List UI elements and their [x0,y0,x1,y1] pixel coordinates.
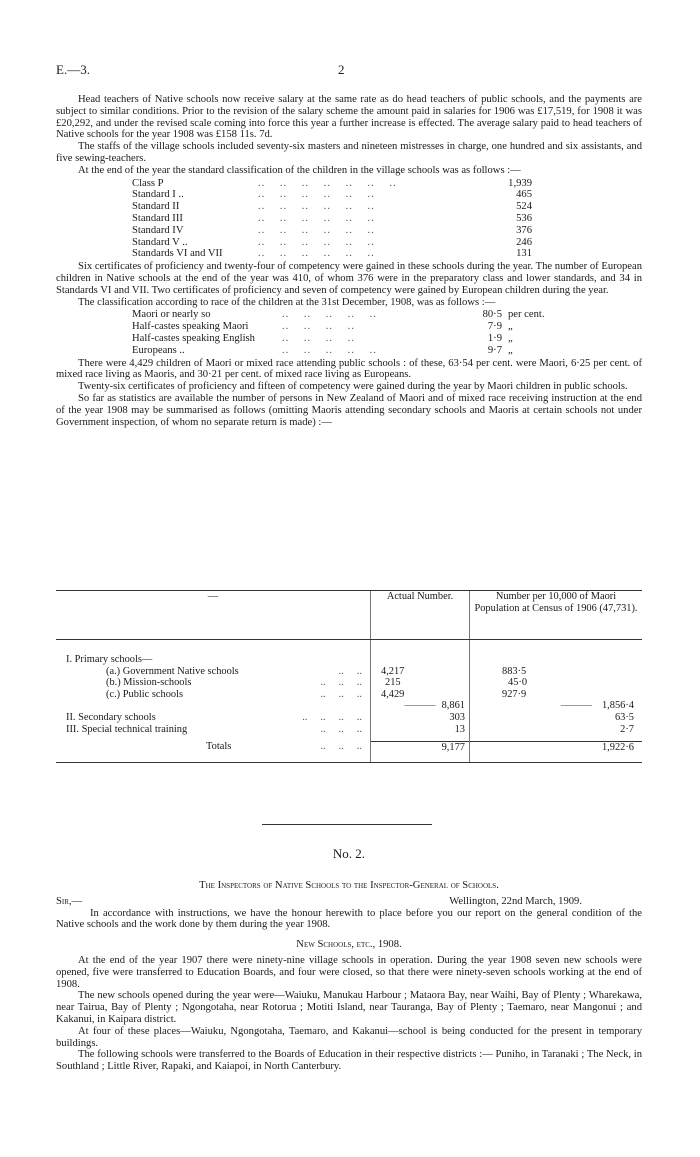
inspectors-letter [56,880,642,1073]
table-row: (a.) Government Native schools .. .. 4,217 883·5 [56,666,642,678]
paragraph-race-intro: The classification according to race of the children at the 31st December, 1908, was as follows :— [78,296,496,308]
column-header-blank: — [56,591,371,640]
race-classification-list [132,309,582,356]
list-item: Standard I .. .. .. .. .. .. .. 465 [132,189,532,201]
standard-classification-list [132,178,532,261]
paragraph-staffs: The staffs of the village schools included seventy-six masters and nineteen mistresses in charge, one hundred and six assistants, and five sewing-teachers. [56,141,642,164]
column-header-actual: Actual Number. [371,591,470,640]
column-header-per-10000: Number per 10,000 of Maori Population at Census of 1906 (47,731). [470,591,643,640]
paragraph-temporary-buildings: At four of these places—Waiuku, Ngongotaha, Taemaro, and Kakanui—school is being conducted for the present in temporary buildings. [56,1025,642,1049]
list-item: Half-castes speaking English .. .. .. .. 1·9 „ [132,332,513,344]
table-row: (b.) Mission-schools .. .. .. 215 45·0 [56,677,642,689]
table-row: I. Primary schools— [56,654,642,666]
list-item: Half-castes speaking Maori .. .. .. .. 7·9 „ [132,321,513,333]
page-number: 2 [338,62,345,77]
paragraph-certificates: Six certificates of proficiency and twenty-four of competency were gained in these schools during the year. The number of European children in Native schools at the end of the year was 410, of whom 376 were in the preparatory class and lower standards, and 34 in Standards VI and VII. Two certificates of proficiency and seven of competency were gained by European children during the year. [56,261,642,296]
list-item: Europeans .. .. .. .. .. .. 9·7 „ [132,344,513,356]
section-divider [262,824,432,825]
list-item: Standard V .. .. .. .. .. .. .. 246 [132,236,532,248]
list-item: Standards VI and VII .. .. .. .. .. .. 131 [132,248,532,260]
paragraph-salaries: Head teachers of Native schools now receive salary at the same rate as do head teachers of public schools, and the payments are subject to similar conditions. Prior to the revision of the salary scheme the amount paid in salaries for 1906 was £17,519, for 1908 it was £20,292, and under the revised scale coming into force this year a further increase is effected. The average salary paid to head teachers of Native schools for the year 1908 was £158 11s. 7d. [56,94,642,141]
list-item: Standard III .. .. .. .. .. .. 536 [132,212,532,224]
table-row: II. Secondary schools .. .. .. .. 303 63·5 [56,712,642,724]
paragraph-public-certificates: Twenty-six certificates of proficiency and fifteen of competency were gained during the year by Maori children in public schools. [78,381,628,393]
report-body [56,94,642,428]
letter-title: The Inspectors of Native Schools to the Inspector-General of Schools. [199,880,499,891]
paragraph-transferred-schools: The following schools were transferred to the Boards of Education in their respective districts :— Puniho, in Taranaki ; The Neck, in Southland ; Little River, Rapaki, and Kaiapoi, in North Canterbury. [56,1049,642,1073]
paragraph-new-schools: The new schools opened during the year were—Waiuku, Manukau Harbour ; Mataora Bay, near Waihi, Bay of Plenty ; Wharekawa, near Tairua, Bay of Plenty ; Ngongotaha, near Rotorua ; Motiti Island, near Tauranga, Bay of Plenty ; Taemaro, near Mangonui ; and Kakanui, in Kaipara district. [56,990,642,1025]
subheading-new-schools: New Schools, etc., 1908. [296,939,402,951]
list-item: Standard II .. .. .. .. .. .. 524 [132,201,532,213]
salutation-line [56,896,642,908]
paragraph-schools-operation: At the end of the year 1907 there were ninety-nine village schools in operation. During the year 1908 seven new schools were opened, five were transferred to Education Boards, and four were closed, so that there were ninety-seven schools working at the end of 1908. [56,954,642,990]
paragraph-classification-intro: At the end of the year the standard classification of the children in the village schools was as follows :— [78,164,521,176]
paragraph-public-schools: There were 4,429 children of Maori or mixed race attending public schools : of these, 63·54 per cent. were Maori, 6·25 per cent. of mixed race living as Maoris, and 30·21 per cent. of mixed race living as Europeans. [56,357,642,381]
instruction-summary-table [56,590,642,763]
table-row-totals: Totals .. .. .. 9,177 1,922·6 [56,741,642,762]
report-code: E.—3. [56,62,90,77]
list-item: Maori or nearly so .. .. .. .. .. 80·5 per cent. [132,309,545,321]
table-row: III. Special technical training .. .. .. 13 2·7 [56,724,642,736]
list-item: Standard IV .. .. .. .. .. .. 376 [132,224,532,236]
list-item: Class P .. .. .. .. .. .. .. 1,939 [132,177,532,189]
paragraph-letter-intro: In accordance with instructions, we have the honour herewith to place before you our report on the general condition of the Native schools and the work done by them during the year 1908. [56,907,642,931]
paragraph-statistics-intro: So far as statistics are available the number of persons in New Zealand of Maori and of mixed race receiving instruction at the end of the year 1908 may be summarised as follows (omitting Maoris attending secondary schools and Maoris at certain schools not under Government inspection, of whom no separate return is made) :— [56,392,642,428]
table-header-row [56,591,642,640]
salutation: Sir,— [56,895,83,907]
dateline: Wellington, 22nd March, 1909. [449,895,582,907]
section-number: No. 2. [332,846,366,861]
table-row-primary-subtotal: ——— 8,861 ——— 1,856·4 [56,700,642,712]
table-row: (c.) Public schools .. .. .. 4,429 927·9 [56,689,642,701]
page-header [56,62,642,78]
